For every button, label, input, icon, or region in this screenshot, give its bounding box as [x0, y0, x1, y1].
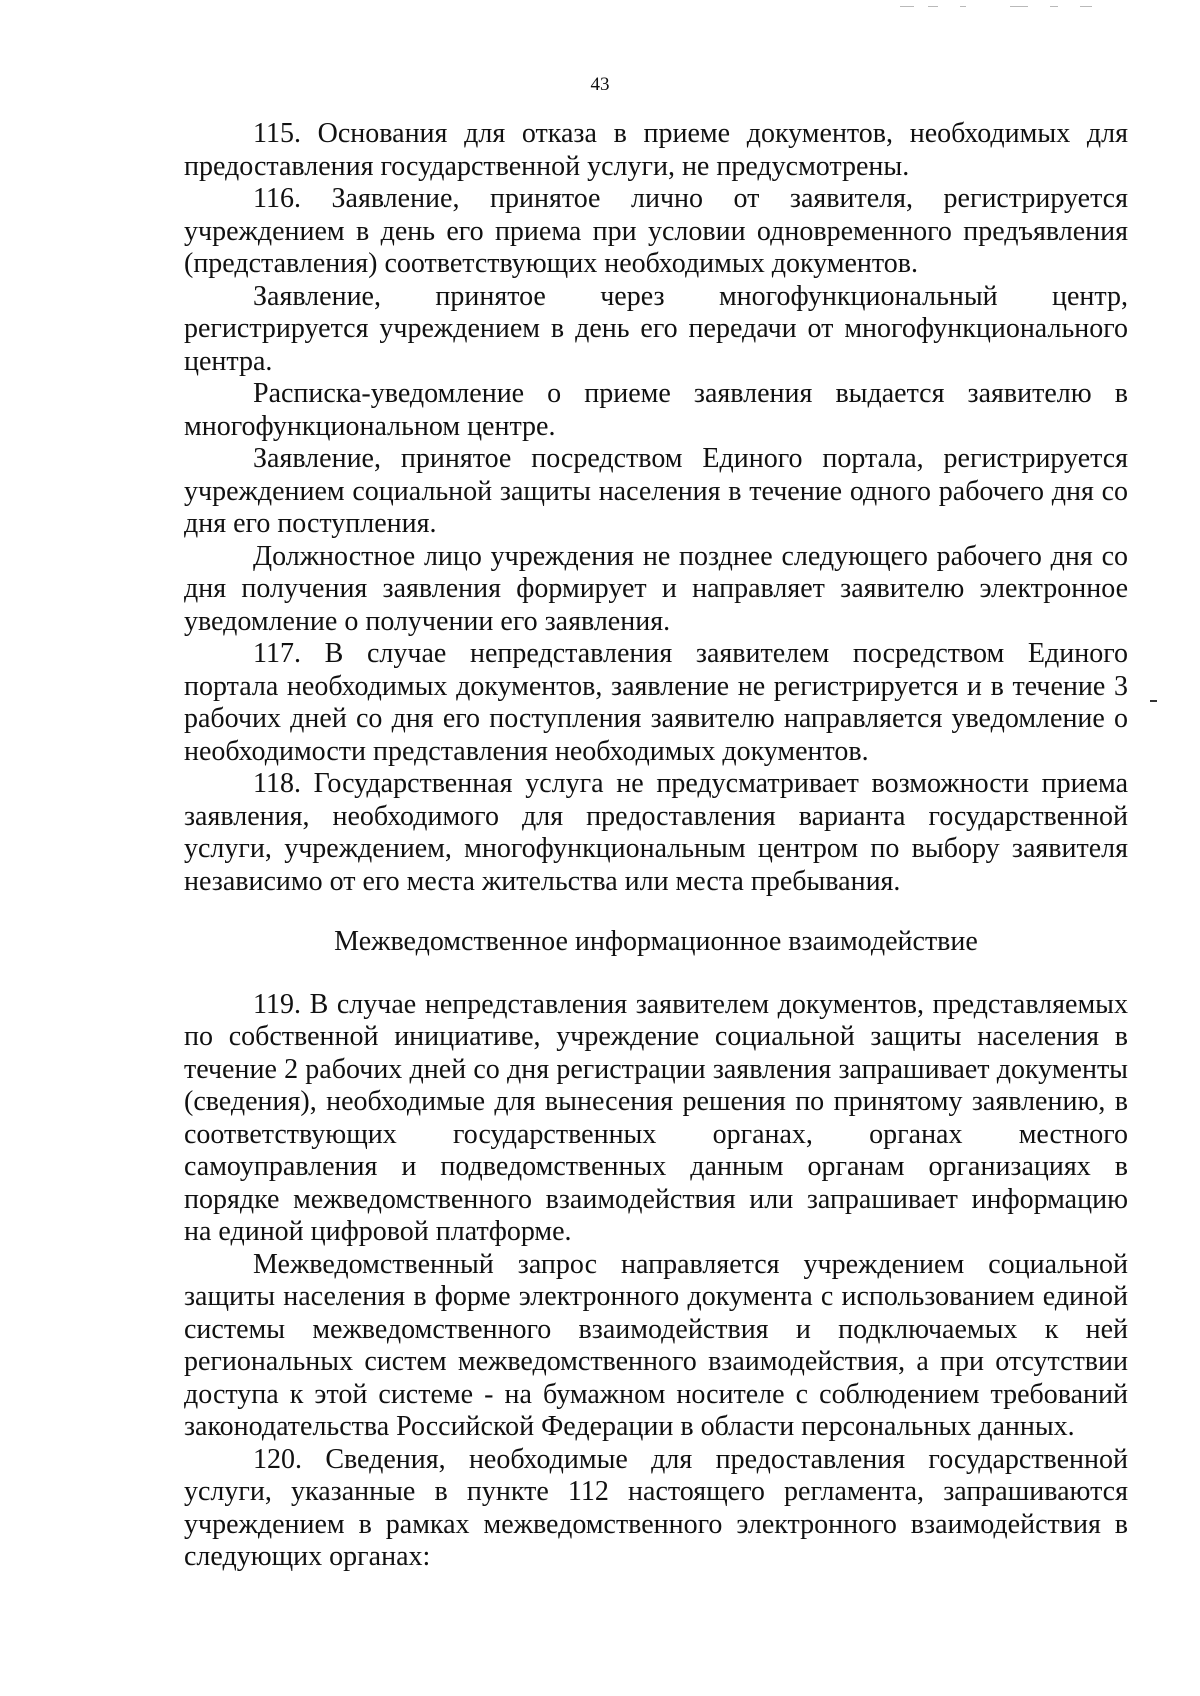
paragraph-117: 117. В случае непредставления заявителем посредством Единого портала необходимых документов, заявление не регистрируется и в течение 3 рабочих дней со дня его поступления заявителю направляется уведомление о необходимости представления необходимых документов. [184, 638, 1128, 767]
paragraph-receipt: Расписка-уведомление о приеме заявления выдается заявителю в многофункциональном центре. [184, 378, 1128, 442]
paragraph-115: 115. Основания для отказа в приеме документов, необходимых для предоставления государственной услуги, не предусмотрены. [184, 118, 1128, 182]
scan-artifact [1080, 6, 1092, 7]
paragraph-116-mfc: Заявление, принятое через многофункциональный центр, регистрируется учреждением в день его передачи от многофункционального центра. [184, 280, 1128, 377]
scan-artifact [928, 6, 938, 7]
scan-artifact [900, 6, 914, 7]
paragraph-118: 118. Государственная услуга не предусматривает возможности приема заявления, необходимого для предоставления варианта государственной услуги, учреждением, многофункциональным центром по выбору заявителя независимо от его места жительства или места пребывания. [184, 768, 1128, 897]
paragraph-portal: Заявление, принятое посредством Единого портала, регистрируется учреждением социальной защиты населения в течение одного рабочего дня со дня его поступления. [184, 443, 1128, 539]
paragraph-official-notice: Должностное лицо учреждения не позднее следующего рабочего дня со дня получения заявления формирует и направляет заявителю электронное уведомление о получении его заявления. [184, 540, 1128, 637]
scan-artifact [1050, 6, 1058, 7]
page-number: 43 [590, 74, 610, 95]
paragraph-119: 119. В случае непредставления заявителем документов, представляемых по собственной инициативе, учреждение социальной защиты населения в течение 2 рабочих дней со дня регистрации заявления запрашивает документы (сведения), необходимые для вынесения решения по принятому заявлению, в соответствующих государственных органах, органах местного самоуправления и подведомственных данным органам организациях в порядке межведомственного взаимодействия или запрашивает информацию на единой цифровой платформе. [184, 988, 1128, 1247]
margin-mark [1150, 700, 1157, 702]
paragraph-interagency-request: Межведомственный запрос направляется учреждением социальной защиты населения в форме электронного документа с использованием единой системы межведомственного взаимодействия и подключаемых к ней региональных систем межведомственного взаимодействия, а при отсутствии доступа к этой системе - на бумажном носителе с соблюдением требований законодательства Российской Федерации в области персональных данных. [184, 1248, 1128, 1442]
section-heading: Межведомственное информационное взаимодействие [334, 926, 978, 957]
document-body [184, 118, 1128, 1574]
scan-artifact [960, 6, 966, 7]
paragraph-120: 120. Сведения, необходимые для предоставления государственной услуги, указанные в пункте 112 настоящего регламента, запрашиваются учреждением в рамках межведомственного электронного взаимодействия в следующих органах: [184, 1443, 1128, 1572]
scan-artifact [1010, 6, 1028, 7]
paragraph-116: 116. Заявление, принятое лично от заявителя, регистрируется учреждением в день его приема при условии одновременного предъявления (представления) соответствующих необходимых документов. [184, 183, 1128, 279]
